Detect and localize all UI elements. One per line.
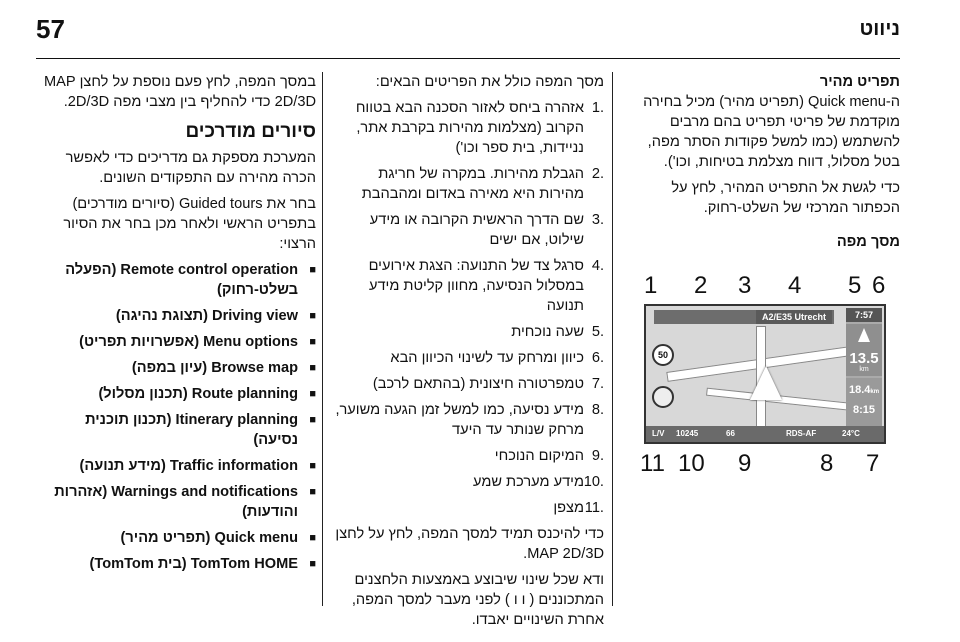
list-item — [332, 164, 604, 204]
right-column — [622, 72, 900, 262]
rds-info: RDS-AF — [786, 429, 817, 438]
audio-info: 10245 — [676, 429, 699, 438]
guided-tour-item: ■ Itinerary planning (תכנון תוכנית נסיעה) — [40, 410, 316, 450]
list-item-text: מידע נסיעה, כמו למשל זמן הגעה משוער, מרחק שנותר עד היעד — [335, 402, 584, 438]
callout-4: 4 — [788, 272, 802, 299]
callout-10: 10 — [678, 450, 705, 477]
list-item — [332, 256, 604, 316]
turn-unit: km — [859, 366, 869, 373]
guided-tours-paragraph: המערכת מספקת גם מדריכים כדי לאפשר הכרה מהירה עם התפקודים השונים. — [65, 150, 316, 186]
map-items-list — [332, 98, 604, 518]
list-item-text: הגבלת מהירות. במקרה של חריגת מהירות היא מאירה באדום ומהבהבת — [361, 166, 584, 202]
guided-tours-select-paragraph: בחר את Guided tours (סיורים מודרכים) בתפריט הראשי ולאחר מכן בחר את הסיור הרצוי: — [63, 196, 316, 252]
column-divider-left — [322, 72, 323, 606]
map-screen — [644, 304, 886, 444]
list-item-text: מצפן — [553, 500, 584, 516]
guided-tour-item: ■ Browse map (עיון במפה) — [40, 358, 316, 378]
list-item — [332, 400, 604, 440]
page-title: ניווט — [859, 18, 900, 40]
callout-9: 9 — [738, 450, 752, 477]
list-item — [332, 472, 604, 492]
list-item-number: 11. — [584, 500, 604, 516]
page-number: 57 — [36, 14, 65, 44]
list-item-number: 6. — [591, 350, 604, 366]
list-item-number: 5. — [591, 324, 604, 340]
list-item-number: 9. — [591, 448, 604, 464]
map-road — [706, 388, 866, 413]
list-item-number: 1. — [591, 100, 604, 116]
list-item-text: מידע מערכת שמע — [472, 474, 584, 490]
map-items-intro: מסך המפה כולל את הפריטים הבאים: — [375, 74, 604, 90]
list-item-text: שעה נוכחית — [511, 324, 584, 340]
list-item — [332, 348, 604, 368]
guided-tour-item: ■ Menu options (אפשרויות תפריט) — [40, 332, 316, 352]
list-item-text: כיוון ומרחק עד לשינוי הכיוון הבא — [390, 350, 584, 366]
turn-distance: 13.5 — [849, 350, 879, 367]
list-item-number: 2. — [591, 166, 604, 182]
turn-arrow-icon — [858, 328, 870, 342]
map-screen-label: מסך מפה — [836, 234, 900, 250]
callout-7: 7 — [866, 450, 880, 477]
current-time: 7:57 — [846, 308, 882, 322]
map-enter-paragraph: כדי להיכנס תמיד למסך המפה, לחץ על לחצן MAP 2D/3D. — [335, 526, 604, 562]
list-item-number: 3. — [591, 212, 604, 228]
list-item-number: 10. — [583, 474, 604, 490]
callout-5: 5 — [848, 272, 862, 299]
remaining-distance: 18.4km — [848, 384, 880, 396]
guided-tour-item: ■ Route planning (תכנון מסלול) — [40, 384, 316, 404]
list-item-text: המיקום הנוכחי — [494, 448, 584, 464]
callout-11: 11 — [640, 450, 665, 477]
callout-2: 2 — [694, 272, 708, 299]
next-turn-panel — [846, 324, 882, 376]
list-item — [332, 98, 604, 158]
traffic-icon — [652, 386, 674, 408]
list-item-text: טמפרטורה חיצונית (בהתאם לרכב) — [372, 376, 584, 392]
list-item-text: אזהרה ביחס לאזור הסכנה הבא בטווח הקרוב (מצלמות מהירות בקרבת אתר, נניידות, בית ספר וכו') — [355, 100, 584, 156]
guided-tour-item: ■ Warnings and notifications (אזהרות והודעות) — [40, 482, 316, 522]
list-item-number: 7. — [591, 376, 604, 392]
zoom-buttons-paragraph: ודא שכל שינוי שיבוצע באמצעות הלחצנים המתכוננים ( ו ו ) לפני מעבר למסך המפה, אחרת השינויים יאבדו. — [351, 572, 604, 628]
compass: L/V — [652, 429, 665, 438]
guided-tour-item: ■ Traffic information (מידע תנועה) — [40, 456, 316, 476]
callout-6: 6 — [872, 272, 886, 299]
status-bar — [646, 426, 884, 442]
current-position-icon — [750, 366, 782, 400]
guided-tours-heading: סיורים מודרכים — [185, 121, 316, 142]
guided-tour-item: ■ Quick menu (תפריט מהיר) — [40, 528, 316, 548]
list-item — [332, 374, 604, 394]
arrival-time: 8:15 — [852, 404, 876, 416]
guided-tour-item: ■ TomTom HOME (בית TomTom) — [40, 554, 316, 574]
audio-channel: 66 — [726, 429, 735, 438]
speed-limit-sign: 50 — [652, 344, 674, 366]
quick-menu-heading: תפריט מהיר — [819, 74, 900, 90]
list-item-text: סרגל צד של התנועה: הצגת אירועים במסלול הנסיעה, מחוון קליטת מידע תנועה — [368, 258, 584, 314]
map-switch-paragraph: במסך המפה, לחץ פעם נוספת על לחצן MAP 2D/3D כדי להחליף בין מצבי מפה 2D/3D. — [43, 74, 316, 110]
list-item — [332, 498, 604, 518]
street-name: A2/E35 Utrecht — [756, 310, 832, 324]
quick-menu-paragraph: ה-Quick menu (תפריט מהיר) מכיל בחירה מוקדמת של פריטי תפריט בהם מרבים להשתמש (כמו למשל פקודות הסתר מפה, בטל מסלול, דווח מצלמת בטיחות, וכו'). — [643, 94, 900, 170]
list-item-number: 8. — [591, 402, 604, 418]
left-column — [40, 72, 316, 580]
list-item — [332, 446, 604, 466]
callout-3: 3 — [738, 272, 752, 299]
guided-tour-item: ■ Remote control operation (הפעלה בשלט-רחוק) — [40, 260, 316, 300]
outside-temperature: 24°C — [842, 429, 860, 438]
header-rule — [36, 58, 900, 59]
list-item — [332, 210, 604, 250]
guided-tours-list — [40, 260, 316, 574]
list-item — [332, 322, 604, 342]
navigation-screen-figure — [640, 272, 890, 477]
trip-info-panel — [846, 378, 882, 428]
column-divider-right — [612, 72, 613, 606]
middle-column — [332, 72, 604, 636]
callout-1: 1 — [644, 272, 658, 299]
guided-tour-item: ■ Driving view (תצוגת נהיגה) — [40, 306, 316, 326]
callout-8: 8 — [820, 450, 834, 477]
list-item-number: 4. — [591, 258, 604, 274]
list-item-text: שם הדרך הראשית הקרובה או מידע שילוט, אם ישים — [369, 212, 584, 248]
quick-menu-access-paragraph: כדי לגשת אל התפריט המהיר, לחץ על הכפתור המרכזי של השלט-רחוק. — [671, 180, 900, 216]
